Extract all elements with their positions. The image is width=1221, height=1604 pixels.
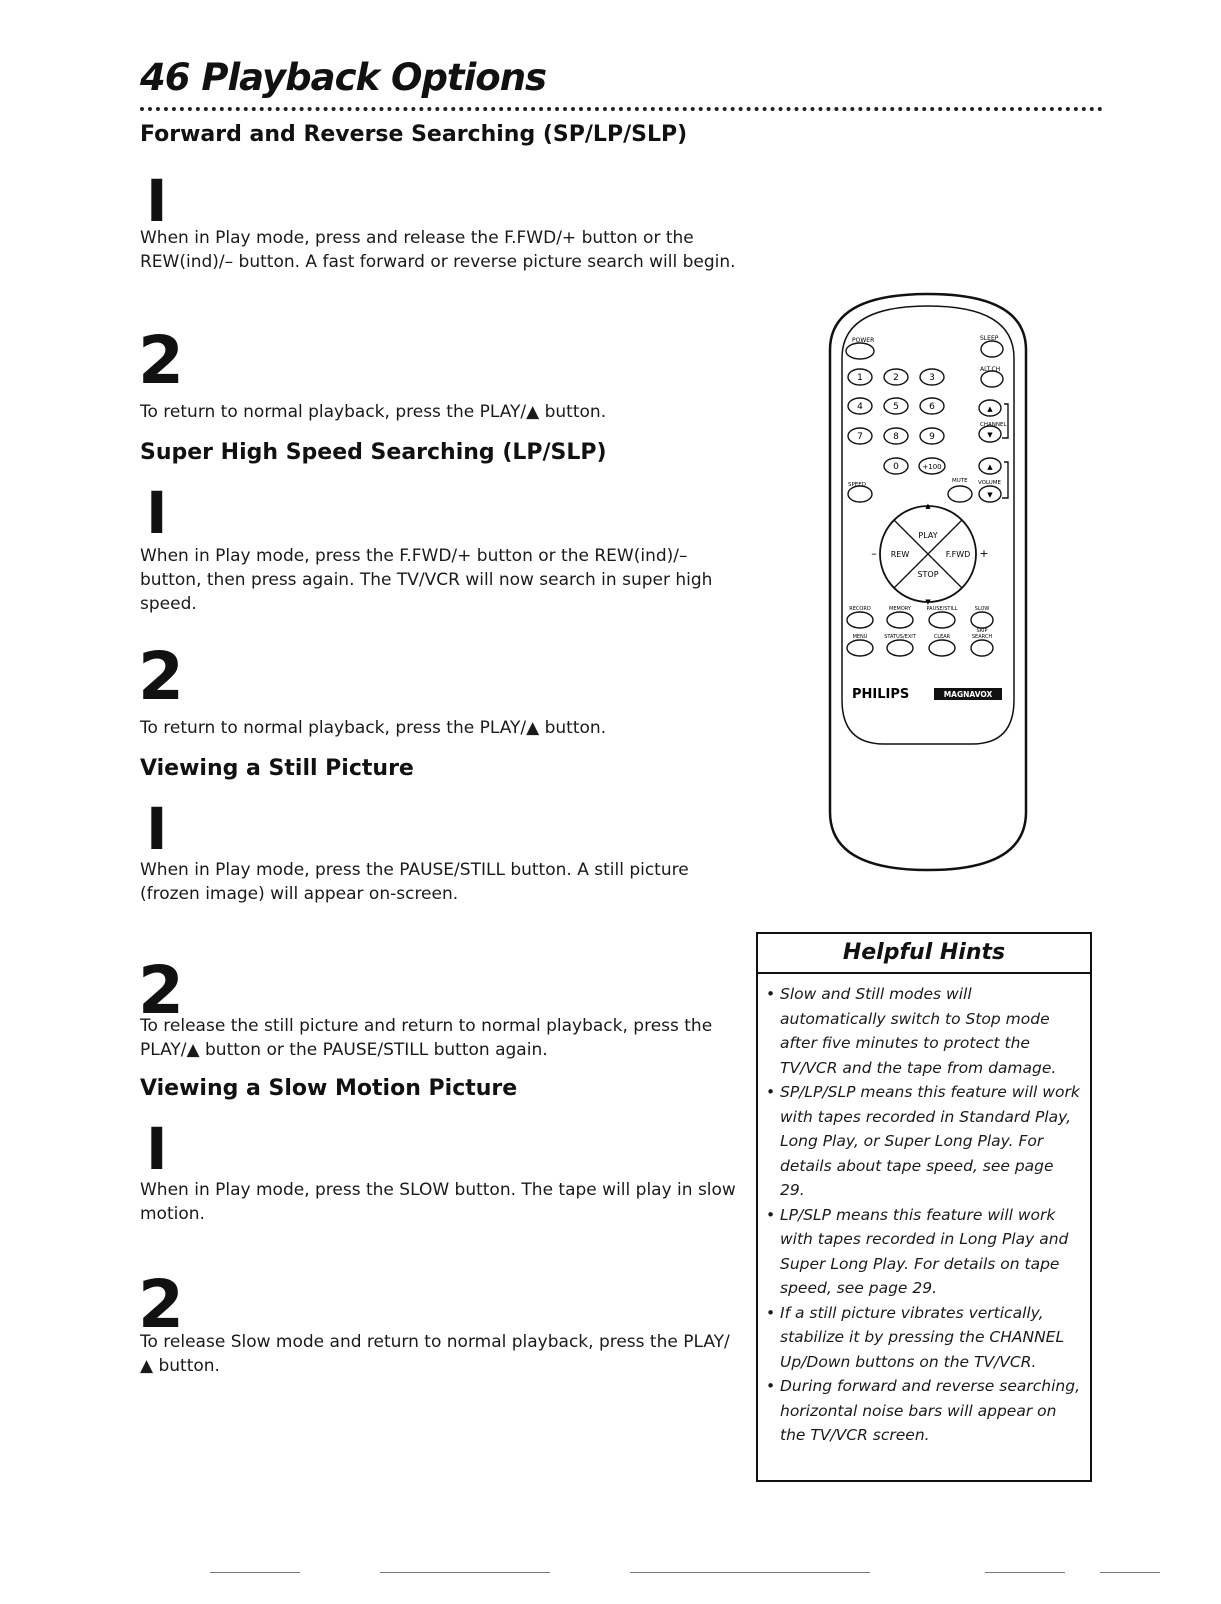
step-number: I (146, 1115, 168, 1183)
slow-button (971, 612, 993, 628)
key-1-label: 1 (857, 373, 863, 383)
hint-item: • SP/LP/SLP means this feature will work with tapes recorded in Standard Play, Long Play, or Super Long Play. For details about tape speed, see page 29. (780, 1080, 1080, 1203)
channel-bracket (1002, 404, 1008, 438)
hint-item: • LP/SLP means this feature will work with tapes recorded in Long Play and Super Long Play. For details on tape speed, see page 29. (780, 1203, 1080, 1301)
speed-button (848, 486, 872, 502)
sleep-label: SLEEP (980, 335, 999, 342)
sleep-button (981, 341, 1003, 357)
remote-control-illustration (822, 292, 1034, 876)
section-heading-super-high-speed: Super High Speed Searching (LP/SLP) (140, 440, 607, 465)
step-text: To return to normal playback, press the PLAY/▲ button. (140, 402, 607, 422)
memory-label: MEMORY (889, 606, 911, 612)
status-exit-button (887, 640, 913, 656)
status-exit-label: STATUS/EXIT (884, 634, 916, 640)
key-2-label: 2 (893, 373, 899, 383)
step-text: When in Play mode, press and release the F.FWD/+ button or the REW(ind)/– button. A fast forward or reverse picture search will begin. (140, 228, 736, 272)
pause-still-button (929, 612, 955, 628)
step-text: To return to normal playback, press the PLAY/▲ button. (140, 718, 607, 738)
step-number: 2 (138, 952, 184, 1029)
dotted-rule (140, 107, 1103, 111)
skip-label: SKIP (976, 628, 988, 634)
hint-item: • During forward and reverse searching, horizontal noise bars will appear on the TV/VCR screen. (780, 1374, 1080, 1448)
page-title: 46 Playback Options (140, 56, 547, 99)
speed-label: SPEED (848, 482, 866, 488)
mute-button (948, 486, 972, 502)
minus-sign: – (871, 547, 877, 560)
stop-label: STOP (917, 570, 939, 579)
volume-up-arrow: ▲ (987, 463, 993, 471)
hint-item: • Slow and Still modes will automatically switch to Stop mode after five minutes to protect the TV/VCR and the tape from damage. (780, 982, 1080, 1080)
key-8-label: 8 (893, 432, 899, 442)
slow-label: SLOW (974, 606, 990, 612)
volume-bracket (1002, 462, 1008, 498)
alt-ch-button (981, 371, 1003, 387)
channel-up-arrow: ▲ (987, 405, 993, 413)
clear-label: CLEAR (933, 634, 951, 640)
clear-button (929, 640, 955, 656)
mute-label: MUTE (952, 478, 968, 484)
volume-label: VOLUME (978, 480, 1002, 486)
helpful-hints-list (758, 974, 1090, 1448)
alt-ch-label: ALT.CH (980, 366, 1001, 373)
memory-button (887, 612, 913, 628)
step-text: When in Play mode, press the PAUSE/STILL button. A still picture (frozen image) will appear on-screen. (140, 860, 689, 904)
key-6-label: 6 (929, 402, 935, 412)
key-5-label: 5 (893, 402, 899, 412)
step-number: 2 (138, 638, 184, 715)
power-button (846, 343, 874, 359)
section-heading-still-picture: Viewing a Still Picture (140, 756, 414, 781)
menu-label: MENU (852, 634, 868, 640)
key-3-label: 3 (929, 373, 935, 383)
key-0-label: 0 (893, 462, 899, 472)
step-number: 2 (138, 1266, 184, 1343)
volume-down-arrow: ▼ (987, 491, 993, 499)
menu-button (847, 640, 873, 656)
section-heading-forward-reverse: Forward and Reverse Searching (SP/LP/SLP) (140, 122, 688, 147)
step-number: I (146, 479, 168, 547)
step-text: When in Play mode, press the SLOW button. The tape will play in slow motion. (140, 1180, 736, 1224)
channel-down-arrow: ▼ (987, 431, 993, 439)
helpful-hints-box (756, 932, 1092, 1482)
record-button (847, 612, 873, 628)
pause-still-label: PAUSE/STILL (926, 606, 958, 612)
philips-logo: PHILIPS (852, 687, 910, 702)
key-7-label: 7 (857, 432, 863, 442)
power-label: POWER (852, 337, 875, 344)
step-number: 2 (138, 322, 184, 399)
key-plus-100-label: +100 (922, 463, 942, 471)
step-number: I (146, 795, 168, 863)
magnavox-logo: MAGNAVOX (943, 690, 993, 699)
hint-item: • If a still picture vibrates vertically, stabilize it by pressing the CHANNEL Up/Down buttons on the TV/VCR. (780, 1301, 1080, 1375)
rew-label: REW (890, 550, 910, 559)
play-label: PLAY (918, 531, 938, 540)
search-button (971, 640, 993, 656)
step-text: When in Play mode, press the F.FWD/+ button or the REW(ind)/– button, then press again. The TV/VCR will now search in super high speed. (140, 546, 713, 614)
play-arrow: ▲ (925, 502, 931, 510)
plus-sign: + (979, 547, 989, 560)
section-heading-slow-motion: Viewing a Slow Motion Picture (140, 1076, 518, 1101)
step-number: I (146, 167, 168, 235)
ffwd-label: F.FWD (945, 550, 971, 559)
search-label: SEARCH (971, 634, 993, 640)
key-4-label: 4 (857, 402, 863, 412)
key-9-label: 9 (929, 432, 935, 442)
record-label: RECORD (849, 606, 871, 612)
channel-label: CHANNEL (980, 422, 1007, 428)
step-text: To release the still picture and return to normal playback, press the PLAY/▲ button or the PAUSE/STILL button again. (140, 1016, 713, 1060)
stop-arrow: ▼ (925, 598, 931, 606)
helpful-hints-title: Helpful Hints (758, 934, 1090, 974)
step-text: To release Slow mode and return to normal playback, press the PLAY/▲ button. (140, 1332, 730, 1376)
